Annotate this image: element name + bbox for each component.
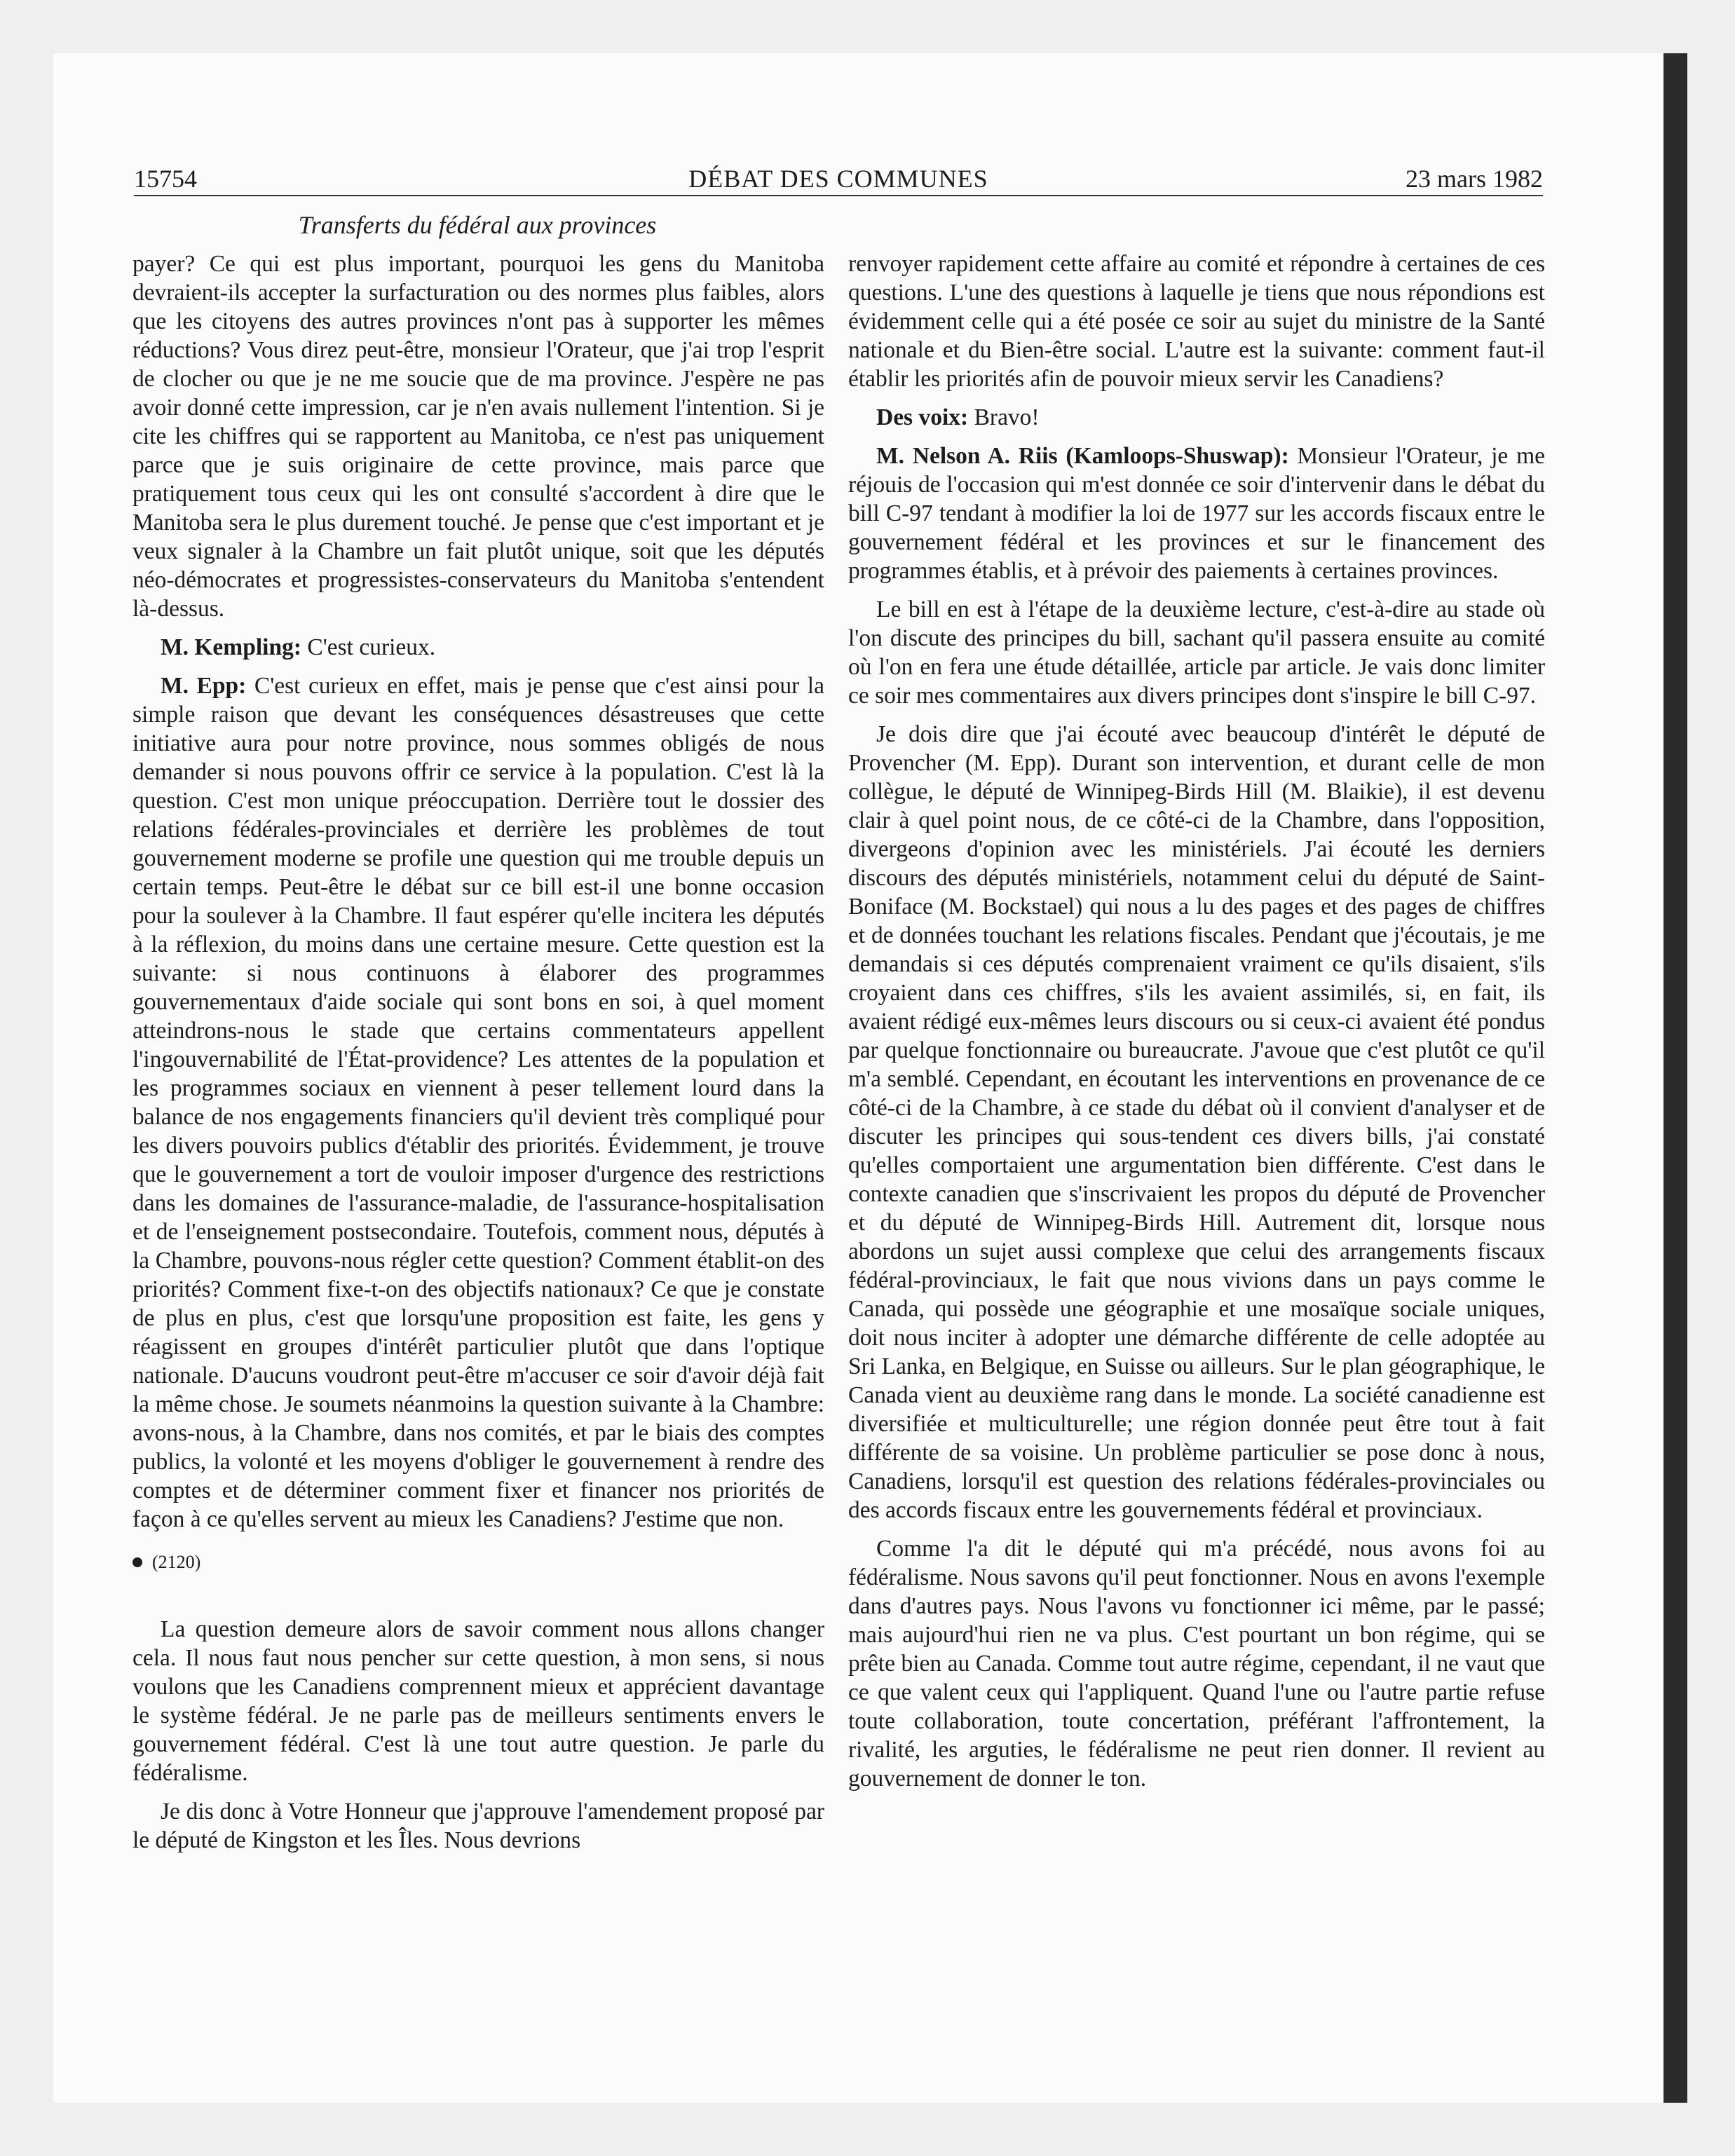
speaker-name: Des voix: bbox=[876, 404, 969, 430]
section-subtitle: Transferts du fédéral aux provinces bbox=[298, 211, 657, 239]
scan-edge-bar bbox=[1663, 53, 1687, 2103]
page-number: 15754 bbox=[134, 165, 197, 193]
speech-text: C'est curieux. bbox=[301, 634, 436, 660]
time-marker bbox=[132, 1552, 824, 1573]
paragraph: payer? Ce qui est plus important, pourquoi les gens du Manitoba devraient-ils accepter la surfacturation ou des normes plus faibles, alors que les citoyens des autres provinces n'ont pas à supporter les mêmes réductions? Vous direz peut-être, monsieur l'Orateur, que j'ai trop l'esprit de clocher ou que je ne me soucie que de ma province. J'espère ne pas avoir donné cette impression, car je n'en avais nullement l'intention. Si je cite les chiffres qui se rapportent au Manitoba, ce n'est pas uniquement parce que je suis originaire de cette province, mais parce que pratiquement tous ceux qui les ont consulté s'accordent à dire que le Manitoba sera le plus durement touché. Je pense que c'est important et je veux signaler à la Chambre un fait plutôt unique, soit que les députés néo-démocrates et progressistes-conservateurs du Manitoba s'entendent là-dessus. bbox=[132, 251, 824, 622]
speech-paragraph bbox=[132, 633, 824, 662]
speech-paragraph bbox=[132, 671, 824, 1534]
right-column bbox=[848, 250, 1545, 1803]
bullet-icon bbox=[132, 1557, 142, 1567]
time-marker-text: (2120) bbox=[152, 1552, 201, 1572]
paragraph: Le bill en est à l'étape de la deuxième lecture, c'est-à-dire au stade où l'on discute des principes du bill, sachant qu'il passera ensuite au comité où l'on en fera une étude détaillée, article par article. Je vais donc limiter ce soir mes commentaires aux divers principes dont s'inspire le bill C-97. bbox=[848, 596, 1545, 709]
publication-date: 23 mars 1982 bbox=[1406, 165, 1543, 193]
paragraph: Comme l'a dit le député qui m'a précédé, nous avons foi au fédéralisme. Nous savons qu'il peut fonctionner. Nous en avons l'exemple dans d'autres pays. Nous l'avons vu fonctionner ici même, par le passé; mais aujourd'hui rien ne va plus. C'est pourtant un bon régime, qui se prête bien au Canada. Comme tout autre régime, cependant, il ne vaut que ce que valent ceux qui l'appliquent. Quand l'une ou l'autre partie refuse toute collaboration, toute concertation, préférant l'affrontement, la rivalité, les arguties, le fédéralisme ne peut rien donner. Il revient au gouvernement de donner le ton. bbox=[848, 1536, 1545, 1792]
speaker-name: M. Nelson A. Riis (Kamloops-Shuswap): bbox=[876, 443, 1289, 469]
speech-text: C'est curieux en effet, mais je pense que c'est ainsi pour la simple raison que devant les conséquences désastreuses que cette initiative aura pour notre province, nous sommes obligés de nous demander si nous pouvons offrir ce service à la population. C'est là la question. C'est mon unique préoccupation. Derrière tout le dossier des relations fédérales-provinciales et derrière les problèmes de tout gouvernement moderne se profile une question qui me trouble depuis un certain temps. Peut-être le débat sur ce bill est-il une bonne occasion pour la soulever à la Chambre. Il faut espérer qu'elle incitera les députés à la réflexion, du moins dans une certaine mesure. Cette question est la suivante: si nous continuons à élaborer des programmes gouvernementaux d'aide sociale qui sont bons en soi, à quel moment atteindrons-nous le stade que certains commentateurs appellent l'ingouvernabilité de l'État-providence? Les attentes de la population et les programmes sociaux en viennent à peser tellement lourd dans la balance de nos engagements financiers qu'il devient très compliqué pour les divers pouvoirs publics d'établir des priorités. Évidemment, je trouve que le gouvernement a tort de vouloir imposer d'urgence des restrictions dans les domaines de l'assurance-maladie, de l'assurance-hospitalisation et de l'enseignement postsecondaire. Toutefois, comment nous, députés à la Chambre, pouvons-nous régler cette question? Comment établit-on des priorités? Comment fixe-t-on des objectifs nationaux? Ce que je constate de plus en plus, c'est que lorsqu'une proposition est faite, les gens y réagissent en groupes d'intérêt particulier plutôt que dans l'optique nationale. D'aucuns voudront peut-être m'accuser ce soir d'avoir déjà fait la même chose. Je soumets néanmoins la question suivante à la Chambre: avons-nous, à la Chambre, dans nos comités, et par le biais des comptes publics, la volonté et les moyens d'obliger le gouvernement à rendre des comptes et de déterminer comment fixer et financer nos priorités de façon à ce qu'elles servent au mieux les Canadiens? J'estime que non. bbox=[132, 673, 824, 1532]
paragraph: Je dis donc à Votre Honneur que j'approuve l'amendement proposé par le député de Kingston et les Îles. Nous devrions bbox=[132, 1799, 824, 1853]
speaker-name: M. Epp: bbox=[161, 673, 247, 699]
speaker-name: M. Kempling: bbox=[161, 634, 301, 660]
speech-paragraph bbox=[848, 403, 1545, 432]
paragraph: La question demeure alors de savoir comment nous allons changer cela. Il nous faut nous pencher sur cette question, à mon sens, si nous voulons que les Canadiens comprennent mieux et apprécient davantage le système fédéral. Je ne parle pas de meilleurs sentiments envers le gouvernement fédéral. C'est là une tout autre question. Je parle du fédéralisme. bbox=[132, 1616, 824, 1786]
page-header bbox=[134, 163, 1543, 196]
speech-text: Monsieur l'Orateur, je me réjouis de l'occasion qui m'est donnée ce soir d'intervenir dans le débat du bill C-97 tendant à modifier la loi de 1977 sur les accords fiscaux entre le gouvernement fédéral et les provinces et sur le financement des programmes établis, et à prévoir des paiements à certaines provinces. bbox=[848, 443, 1545, 584]
publication-title: DÉBAT DES COMMUNES bbox=[688, 165, 988, 193]
paragraph: Je dois dire que j'ai écouté avec beaucoup d'intérêt le député de Provencher (M. Epp). Durant son intervention, et durant celle de mon collègue, le député de Winnipeg-Birds Hill (M. Blaikie), il est devenu clair à quel point nous, de ce côté-ci de la Chambre, dans l'opposition, divergeons d'opinion avec les ministériels. J'ai écouté les derniers discours des députés ministériels, notamment celui du député de Saint-Boniface (M. Bockstael) qui nous a lu des pages et des pages de chiffres et de données touchant les relations fiscales. Pendant que j'écoutais, je me demandais si ces députés comprenaient vraiment ce qu'ils disaient, s'ils croyaient dans ces chiffres, s'ils les avaient assimilés, si, en fait, ils avaient rédigé eux-mêmes leurs discours ou si ceux-ci avaient été pondus par quelque fonctionnaire ou bureaucrate. J'avoue que c'est plutôt ce qu'il m'a semblé. Cependant, en écoutant les interventions en provenance de ce côté-ci de la Chambre, à ce stade du débat où il convient d'analyser et de discuter les principes qui sous-tendent ces divers bills, j'ai constaté qu'elles comportaient une argumentation bien différente. C'est dans le contexte canadien que s'inscrivaient les propos du député de Provencher et du député de Winnipeg-Birds Hill. Autrement dit, lorsque nous abordons un sujet aussi complexe que celui des arrangements fiscaux fédéral-provinciaux, le fait que nous vivions dans un pays comme le Canada, qui possède une géographie et une mosaïque sociale uniques, doit nous inciter à adopter une démarche différente de celle adoptée au Sri Lanka, en Belgique, en Suisse ou ailleurs. Sur le plan géographique, le Canada vient au deuxième rang dans le monde. La société canadienne est diversifiée et multiculturelle; une région donnée peut être tout à fait différente de sa voisine. Un problème particulier se pose donc à nous, Canadiens, lorsqu'il est question des relations fédérales-provinciales ou des accords fiscaux entre les gouvernements fédéral et provinciaux. bbox=[848, 721, 1545, 1523]
left-column bbox=[132, 250, 824, 1864]
speech-paragraph bbox=[848, 442, 1545, 585]
speech-text: Bravo! bbox=[968, 404, 1040, 430]
paragraph: renvoyer rapidement cette affaire au comité et répondre à certaines de ces questions. L'une des questions à laquelle je tiens que nous répondions est évidemment celle qui a été posée ce soir au sujet du ministre de la Santé nationale et du Bien-être social. L'autre est la suivante: comment faut-il établir les priorités afin de pouvoir mieux servir les Canadiens? bbox=[848, 251, 1545, 392]
